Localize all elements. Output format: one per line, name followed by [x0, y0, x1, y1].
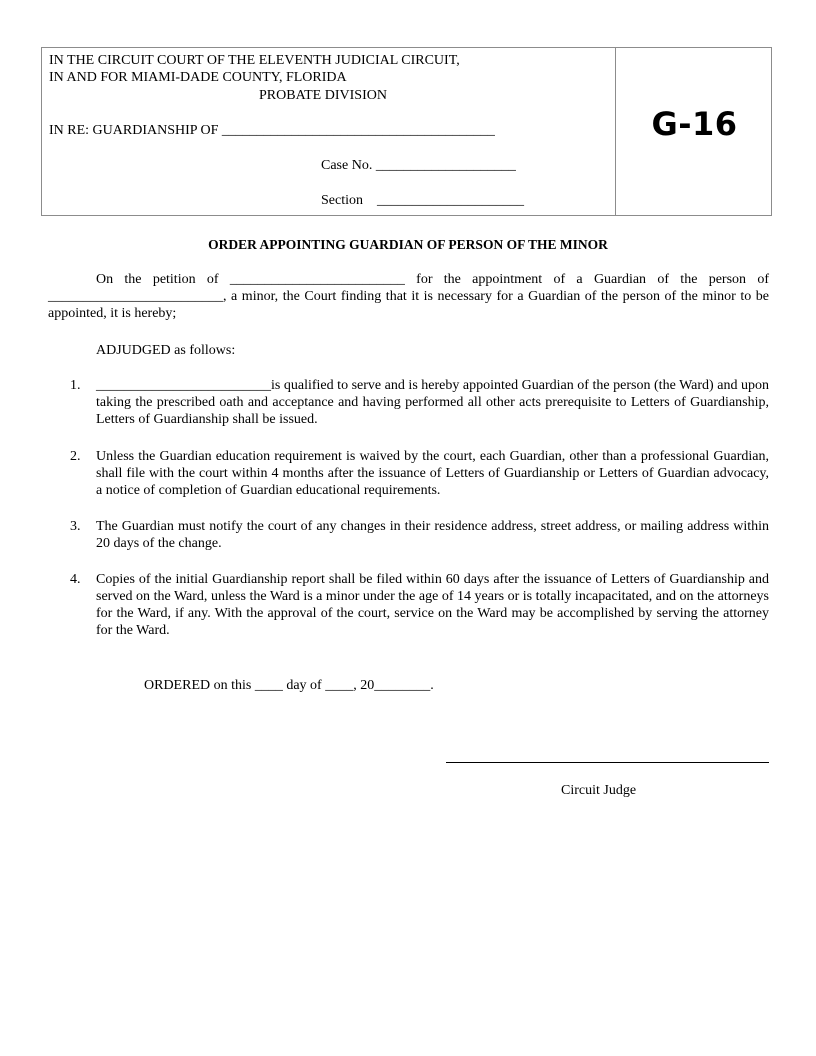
ordered-date-line: ORDERED on this ____ day of ____, 20________.: [144, 678, 434, 693]
court-name-line-1: IN THE CIRCUIT COURT OF THE ELEVENTH JUDICIAL CIRCUIT,: [49, 53, 460, 68]
order-item-report: Copies of the initial Guardianship report shall be filed within 60 days after the issuance of Letters of Guardianship and served on the Ward, unless the Ward is a minor under the age of 14 years or is totally incapacitated, and on the attorneys for the Ward, if any. With the approval of the court, service on the Ward may be accomplished by serving the attorney for the Ward.: [96, 572, 769, 638]
form-code: G-16: [651, 105, 738, 143]
division-label: PROBATE DIVISION: [259, 88, 387, 103]
case-caption-box: [41, 47, 772, 216]
order-item-appointment: _________________________is qualified to serve and is hereby appointed Guardian of the person (the Ward) and upon taking the prescribed oath and acceptance and having performed all other acts prerequisite to Letters of Guardianship, Letters of Guardianship shall be issued.: [96, 378, 769, 427]
item-number: 4.: [70, 572, 81, 587]
order-item-address-change: The Guardian must notify the court of any changes in their residence address, street address, or mailing address within 20 days of the change.: [96, 519, 769, 551]
item-number: 1.: [70, 378, 81, 393]
section-field: Section _____________________: [321, 193, 524, 208]
petition-paragraph: On the petition of _________________________ for the appointment of a Guardian of the person of _________________________, a minor, the Court finding that it is necessary for a Guardian of the person of the minor to be appointed, it is hereby;: [48, 272, 769, 321]
case-number-field: Case No. ____________________: [321, 158, 516, 173]
guardianship-of-field: IN RE: GUARDIANSHIP OF _______________________________________: [49, 123, 495, 138]
item-number: 2.: [70, 449, 81, 464]
order-item-education: Unless the Guardian education requirement is waived by the court, each Guardian, other than a professional Guardian, shall file with the court within 4 months after the issuance of Letters of Guardianship or Letters of Guardian advocacy, a notice of completion of Guardian educational requirements.: [96, 449, 769, 498]
court-name-line-2: IN AND FOR MIAMI-DADE COUNTY, FLORIDA: [49, 70, 347, 85]
signature-line: [446, 762, 769, 763]
item-number: 3.: [70, 519, 81, 534]
order-title: ORDER APPOINTING GUARDIAN OF PERSON OF THE MINOR: [208, 237, 608, 252]
adjudged-heading: ADJUDGED as follows:: [96, 343, 236, 358]
signature-label: Circuit Judge: [561, 783, 637, 798]
